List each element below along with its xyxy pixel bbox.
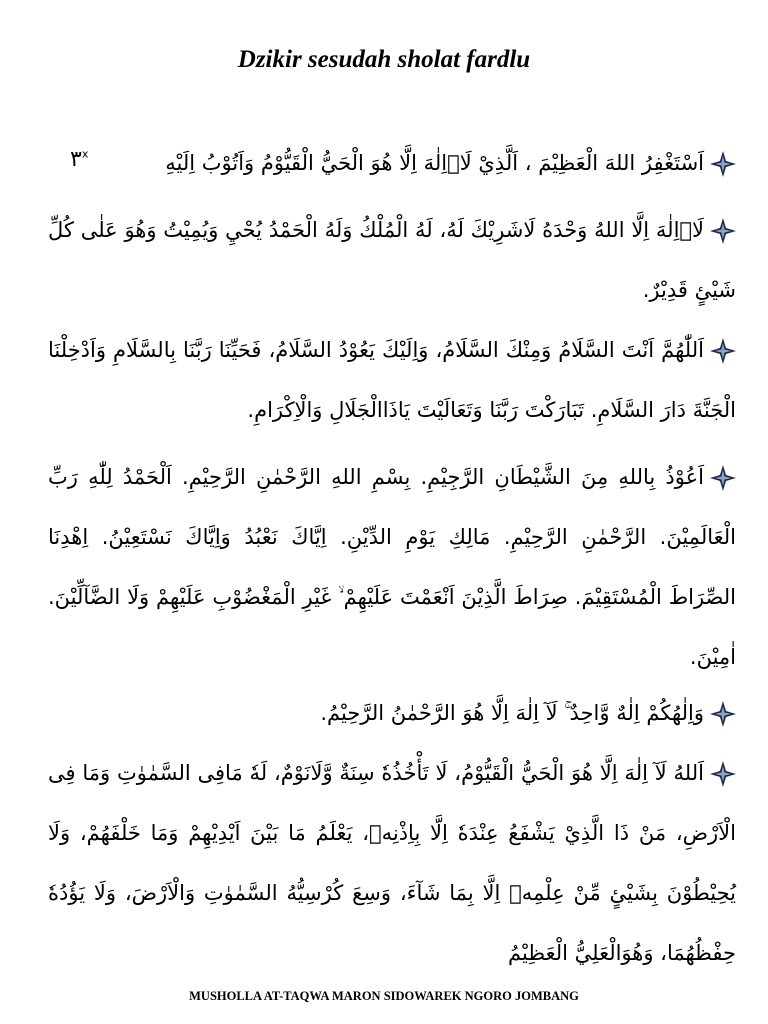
dzikir-text: اَسْتَغْفِرُ اللهَ الْعَظِيْمَ ، اَلَّذِيْ لَاۤاِلٰهَ اِلَّا هُوَ الْحَيُّ الْقَيُّوْمُ وَاَتُوْبُ اِلَيْهِ: [165, 151, 704, 175]
dzikir-text: اَللهُ لَآ اِلٰهَ اِلَّا هُوَ الْحَيُّ الْقَيُّوْمُ، لَا تَأْخُذُهٗ سِنَةٌ وَّلَانَوْمٌ، لَهٗ مَافِى السَّمٰوٰتِ وَمَا فِى الْاَرْضِ، مَنْ ذَا الَّذِيْ يَشْفَعُ عِنْدَهٗ اِلَّا بِاِذْنِهٖ، يَعْلَمُ مَا بَيْنَ اَيْدِيْهِمْ وَمَا خَلْفَهُمْ، وَلَا يُحِيْطُوْنَ بِشَيْئٍ مِّنْ عِلْمِهٖ اِلَّا بِمَا شَآءَ، وَسِعَ كُرْسِيُّهُ السَّمٰوٰتِ وَالْاَرْضَ، وَلَا يَؤُدُهٗ حِفْظُهُمَا، وَهُوَالْعَلِيُّ الْعَظِيْمُ: [48, 761, 736, 965]
dzikir-istighfar: [48, 133, 736, 193]
four-point-star-icon: [710, 701, 736, 727]
four-point-star-icon: [710, 218, 736, 244]
four-point-star-icon: [710, 338, 736, 364]
dzikir-tahlil: [48, 200, 736, 320]
four-point-star-icon: [710, 761, 736, 787]
dzikir-fatihah: [48, 447, 736, 687]
dzikir-ayat-kursi: [48, 743, 736, 983]
four-point-star-icon: [710, 151, 736, 177]
dzikir-ilahukum: [48, 683, 736, 743]
dzikir-salam: [48, 320, 736, 440]
dzikir-text: اَعُوْذُ بِاللهِ مِنَ الشَّيْطَانِ الرَّجِيْمِ. بِسْمِ اللهِ الرَّحْمٰنِ الرَّحِيْمِ. اَلْحَمْدُ لِلّٰهِ رَبِّ الْعَالَمِيْنَ. الرَّحْمٰنِ الرَّحِيْمِ. مَالِكِ يَوْمِ الدِّيْنِ. اِيَّاكَ نَعْبُدُ وَاِيَّاكَ نَسْتَعِيْنُ. اِهْدِنَا الصِّرَاطَ الْمُسْتَقِيْمَ. صِرَاطَ الَّذِيْنَ اَنْعَمْتَ عَلَيْهِمْ ۙ غَيْرِ الْمَغْضُوْبِ عَلَيْهِمْ وَلَا الضَّآلِّيْنَ. اٰمِيْنَ.: [48, 465, 736, 669]
page-footer: MUSHOLLA AT-TAQWA MARON SIDOWAREK NGORO JOMBANG: [189, 989, 579, 1003]
page-title: Dzikir sesudah sholat fardlu: [237, 46, 531, 73]
dzikir-text: وَاِلٰهُكُمْ اِلٰهٌ وَّاحِدٌ ۚ لَآ اِلٰهَ اِلَّا هُوَ الرَّحْمٰنُ الرَّحِيْمُ.: [320, 701, 704, 725]
four-point-star-icon: [710, 465, 736, 491]
dzikir-text: اَللّٰهُمَّ اَنْتَ السَّلَامُ وَمِنْكَ السَّلَامُ، وَاِلَيْكَ يَعُوْدُ السَّلَامُ، فَحَيِّنَا رَبَّنَا بِالسَّلَامِ وَاَدْخِلْنَا الْجَنَّةَ دَارَ السَّلَامِ. تَبَارَكْتَ رَبَّنَا وَتَعَالَيْتَ يَاذَاالْجَلَالِ وَالْاِكْرَامِ.: [48, 338, 736, 422]
repeat-count-suffix: x: [81, 147, 89, 161]
dzikir-text: لَاۤاِلٰهَ اِلَّا اللهُ وَحْدَهُ لَاشَرِيْكَ لَهُ، لَهُ الْمُلْكُ وَلَهُ الْحَمْدُ يُحْيِ وَيُمِيْتُ وَهُوَ عَلٰى كُلِّ شَيْئٍ قَدِيْرٌ.: [48, 218, 736, 302]
repeat-count-number: ٣: [70, 147, 82, 172]
